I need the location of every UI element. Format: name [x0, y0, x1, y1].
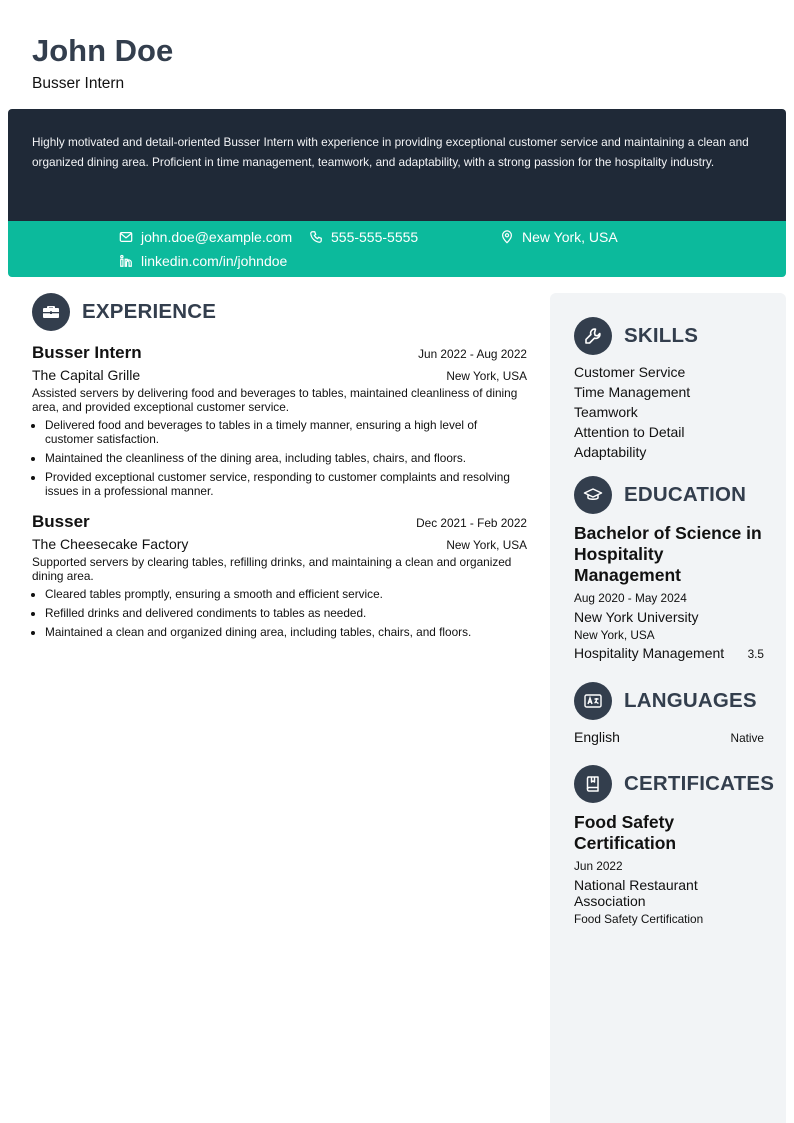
summary-section: [8, 109, 786, 221]
job-company: The Capital Grille: [32, 367, 141, 383]
skills-header: [574, 317, 764, 355]
job-dates: Jun 2022 - Aug 2022: [418, 347, 527, 361]
contact-email[interactable]: [119, 229, 292, 245]
summary-text: Highly motivated and detail-oriented Busser Intern with experience in providing exceptional customer service and maintaining a clean and organized dining area. Proficient in time management, teamwork, and adaptability, with a strong passion for the hospitality industry.: [32, 135, 749, 169]
translate-icon: [574, 682, 612, 720]
languages-section: [574, 682, 764, 745]
linkedin-icon: [119, 254, 133, 268]
certificate-detail: Food Safety Certification: [574, 912, 704, 926]
education-school: New York University: [574, 609, 699, 625]
skill-item: Attention to Detail: [574, 424, 685, 440]
resume-header: [32, 32, 173, 93]
job-entry: [32, 512, 527, 639]
skill-item: Time Management: [574, 384, 691, 400]
job-title: Busser: [32, 512, 90, 531]
certificates-header: [574, 765, 775, 803]
skills-title: SKILLS: [624, 324, 699, 347]
book-icon: [574, 765, 612, 803]
language-name: English: [574, 729, 620, 745]
education-dates: Aug 2020 - May 2024: [574, 591, 687, 605]
education-field: Hospitality Management: [574, 645, 725, 661]
job-description: Supported servers by clearing tables, refilling drinks, and maintaining a clean and organized dining area.: [32, 555, 512, 583]
graduation-cap-icon: [574, 476, 612, 514]
job-bullet: • Provided exceptional customer service, responding to customer complaints and resolving issues in a professional manner.: [45, 470, 527, 498]
wrench-icon: [574, 317, 612, 355]
job-bullet: • Refilled drinks and delivered condiments to tables as needed.: [45, 606, 527, 620]
experience-header: [32, 293, 527, 331]
job-bullets: [32, 587, 527, 639]
education-header: [574, 476, 764, 514]
job-dates: Dec 2021 - Feb 2022: [416, 516, 527, 530]
email-text: john.doe@example.com: [141, 229, 293, 245]
certificates-section: [574, 765, 775, 926]
job-description: Assisted servers by delivering food and beverages to tables, maintained cleanliness of dining area, and provided exceptional customer service.: [32, 386, 518, 414]
education-section: [574, 476, 764, 661]
education-degree: Bachelor of Science in Hospitality Management: [574, 523, 762, 585]
sidebar: [550, 293, 786, 1123]
job-entry: [32, 343, 527, 498]
job-bullet: • Delivered food and beverages to tables in a timely manner, ensuring a high level of customer satisfaction.: [45, 418, 527, 446]
phone-icon: [309, 230, 323, 244]
certificates-title: CERTIFICATES: [624, 772, 775, 795]
skill-item: Teamwork: [574, 404, 638, 420]
job-title: Busser Intern: [32, 343, 142, 362]
linkedin-text: linkedin.com/in/johndoe: [141, 253, 288, 269]
candidate-title: Busser Intern: [32, 75, 125, 92]
job-bullet: • Maintained a clean and organized dining area, including tables, chairs, and floors.: [45, 625, 527, 639]
job-location: New York, USA: [446, 538, 527, 552]
contact-phone[interactable]: [309, 229, 418, 245]
languages-header: [574, 682, 764, 720]
map-pin-icon: [500, 230, 514, 244]
education-location: New York, USA: [574, 628, 655, 642]
skills-section: [574, 317, 764, 462]
job-location: New York, USA: [446, 369, 527, 383]
candidate-name: John Doe: [32, 33, 174, 68]
phone-text: 555-555-5555: [331, 229, 419, 245]
mail-icon: [119, 230, 133, 244]
contact-linkedin[interactable]: [119, 253, 287, 269]
job-bullets: [32, 418, 527, 498]
contact-bar: [8, 221, 786, 277]
languages-title: LANGUAGES: [624, 689, 757, 712]
briefcase-icon: [32, 293, 70, 331]
location-text: New York, USA: [522, 229, 618, 245]
language-item: [574, 729, 764, 745]
education-gpa: 3.5: [747, 647, 764, 661]
skill-item: Customer Service: [574, 364, 686, 380]
language-level: Native: [730, 731, 764, 745]
certificate-issuer: National Restaurant Association: [574, 877, 698, 909]
job-bullet: • Maintained the cleanliness of the dining area, including tables, chairs, and floors.: [45, 451, 527, 465]
certificate-name: Food Safety Certification: [574, 812, 677, 853]
skill-item: Adaptability: [574, 444, 647, 460]
certificate-date: Jun 2022: [574, 859, 623, 873]
job-company: The Cheesecake Factory: [32, 536, 189, 552]
education-title: EDUCATION: [624, 483, 747, 506]
contact-location: [500, 229, 618, 245]
experience-section: [32, 293, 527, 644]
experience-title: EXPERIENCE: [82, 300, 217, 323]
job-bullet: • Cleared tables promptly, ensuring a smooth and efficient service.: [45, 587, 527, 601]
